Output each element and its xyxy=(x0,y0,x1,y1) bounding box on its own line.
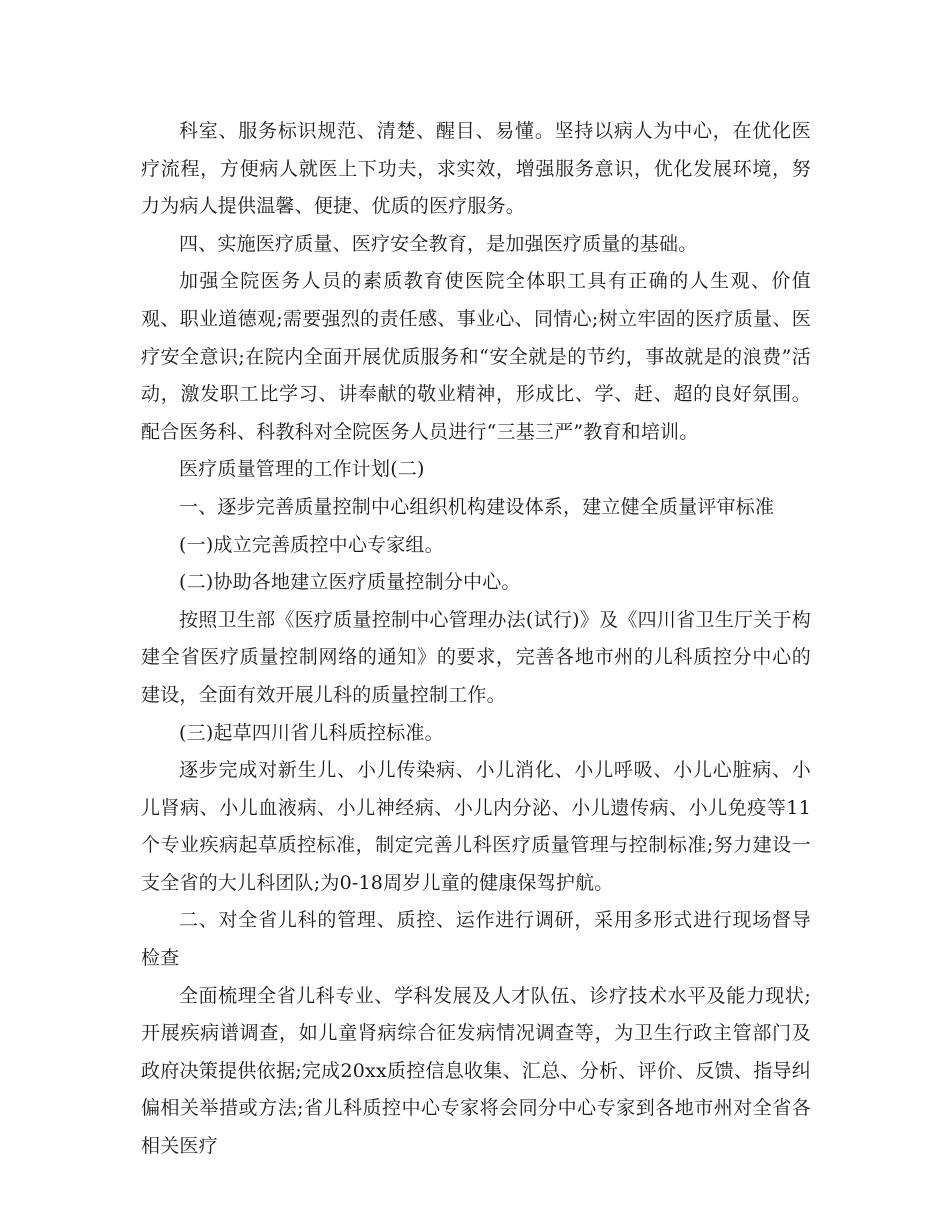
heading-section-two: 二、对全省儿科的管理、质控、运作进行调研，采用多形式进行现场督导检查 xyxy=(141,909,811,970)
paragraph-specialty-standards: 逐步完成对新生儿、小儿传染病、小儿消化、小儿呼吸、小儿心脏病、小儿肾病、小儿血液病、小儿神经病、小儿内分泌、小儿遗传病、小儿免疫等11个专业疾病起草质控标准，制定完善儿科医疗质量管理与控制标准;努力建设一支全省的大儿科团队;为0-18周岁儿童的健康保驾护航。 xyxy=(141,759,811,894)
paragraph-ministry-rules: 按照卫生部《医疗质量控制中心管理办法(试行)》及《四川省卫生厅关于构建全省医疗质量控制网络的通知》的要求，完善各地市州的儿科质控分中心的建设，全面有效开展儿科的质量控制工作。 xyxy=(141,608,811,706)
heading-section-one: 一、逐步完善质量控制中心组织机构建设体系，建立健全质量评审标准 xyxy=(179,495,775,518)
paragraph-service-signs: 科室、服务标识规范、清楚、醒目、易懂。坚持以病人为中心，在优化医疗流程，方便病人就医上下功夫，求实效，增强服务意识，优化发展环境，努力为病人提供温馨、便捷、优质的医疗服务。 xyxy=(141,120,811,218)
paragraph-quality-education: 加强全院医务人员的素质教育使医院全体职工具有正确的人生观、价值观、职业道德观;需要强烈的责任感、事业心、同情心;树立牢固的医疗质量、医疗安全意识;在院内全面开展优质服务和“安全就是的节约，事故就是的浪费”活动，激发职工比学习、讲奉献的敬业精神，形成比、学、赶、超的良好氛围。配合医务科、科教科对全院医务人员进行“三基三严”教育和培训。 xyxy=(141,270,811,443)
document-body xyxy=(141,113,811,1166)
subheading-sub-centers: (二)协助各地建立医疗质量控制分中心。 xyxy=(179,571,521,594)
subheading-expert-group: (一)成立完善质控中心专家组。 xyxy=(179,533,444,556)
heading-work-plan-two: 医疗质量管理的工作计划(二) xyxy=(179,458,425,481)
heading-safety-education: 四、实施医疗质量、医疗安全教育，是加强医疗质量的基础。 xyxy=(179,232,698,255)
subheading-draft-standards: (三)起草四川省儿科质控标准。 xyxy=(179,721,444,744)
paragraph-survey: 全面梳理全省儿科专业、学科发展及人才队伍、诊疗技术水平及能力现状;开展疾病谱调查，如儿童肾病综合征发病情况调查等，为卫生行政主管部门及政府决策提供依据;完成20xx质控信息收集、汇总、分析、评价、反馈、指导纠偏相关举措或方法;省儿科质控中心专家将会同分中心专家到各地市州对全省各相关医疗 xyxy=(141,984,811,1158)
